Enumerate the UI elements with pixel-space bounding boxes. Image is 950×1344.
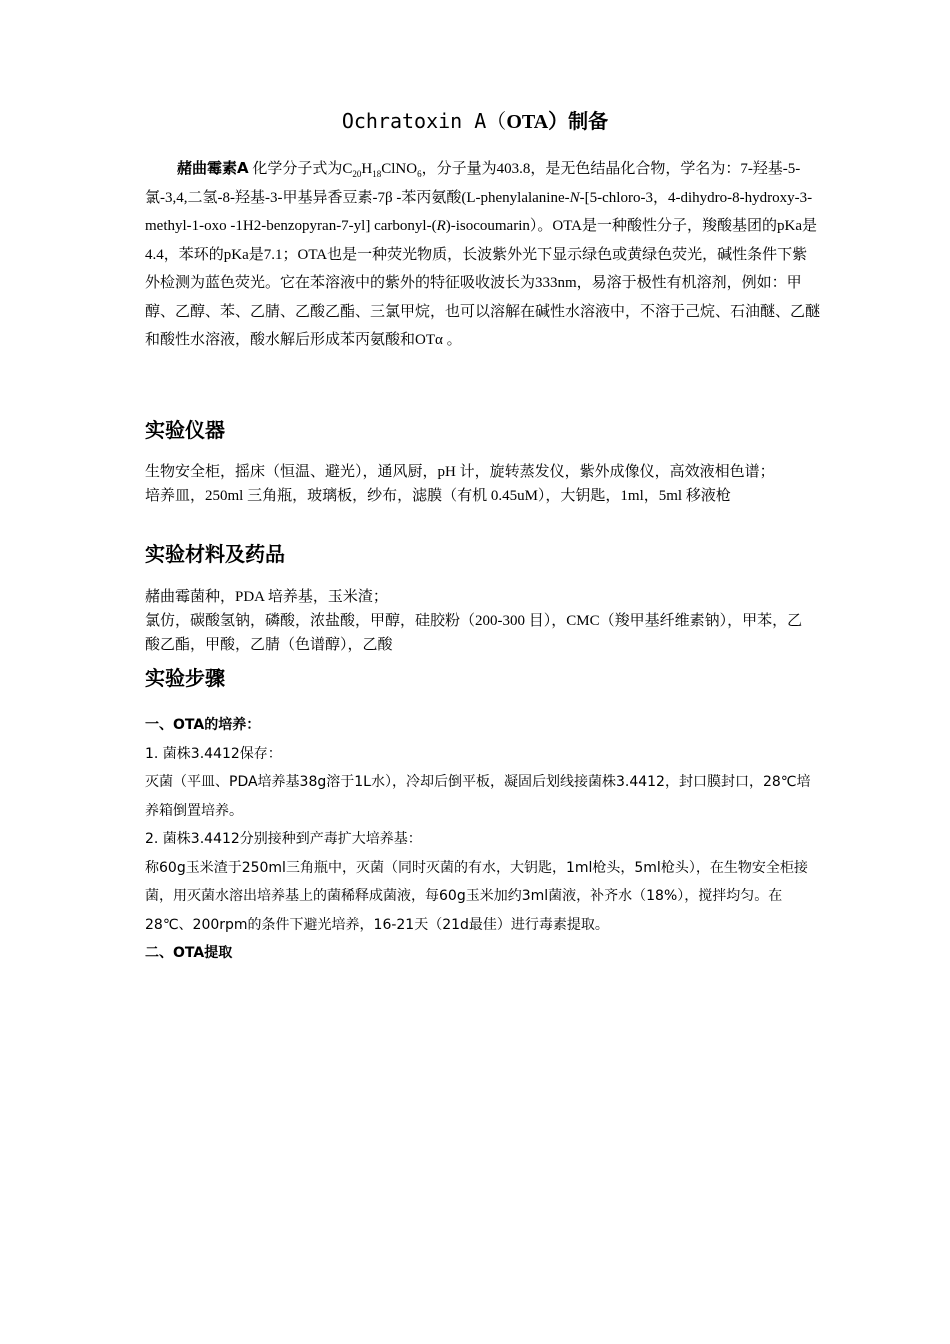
instruments-line-1: 生物安全柜，摇床（恒温、避光），通风厨，pH 计，旋转蒸发仪，紫外成像仪，高效液相色谱；	[145, 464, 775, 480]
step-1-text: 灭菌（平皿、PDA培养基38g溶于1L水），冷却后倒平板，凝固后划线接菌株3.4412，封口膜封口，28℃培养箱倒置培养。	[145, 774, 811, 819]
section-extraction-heading: 二、OTA提取	[145, 945, 233, 961]
intro-lead: 赭曲霉素A	[177, 159, 249, 177]
title-prefix: Ochratoxin A（	[341, 109, 507, 133]
formula-clno: ClNO	[381, 161, 418, 177]
section-culture-heading: 一、OTA的培养：	[145, 717, 261, 733]
title-ota: OTA	[506, 111, 549, 133]
formula-h: H	[361, 161, 373, 177]
procedure-heading: 实验步骤	[145, 666, 225, 690]
step-1-title: 1. 菌株3.4412保存：	[145, 745, 282, 762]
materials-heading: 实验材料及药品	[145, 542, 285, 566]
materials-list	[145, 585, 815, 657]
formula-sub-h: 18	[372, 169, 382, 179]
procedure-content	[145, 711, 821, 968]
intro-text-3: )-isocoumarin）。OTA是一种酸性分子，羧酸基团的pKa是4.4，苯环的pKa是7.1；OTA也是一种荧光物质，长波紫外光下显示绿色或黄绿色荧光，碱性条件下紫外检测为蓝色荧光。它在苯溶液中的紫外的特征吸收波长为333nm，易溶于极性有机溶剂，例如：甲醇、乙醇、苯、乙腈、乙酸乙酯、三氯甲烷，也可以溶解在碱性水溶液中，不溶于己烷、石油醚、乙醚和酸性水溶液，酸水解后形成苯丙氨酸和OTα 。	[145, 218, 821, 348]
materials-line-1: 赭曲霉菌种，PDA 培养基，玉米渣；	[145, 589, 388, 605]
materials-line-2: 氯仿，碳酸氢钠，磷酸，浓盐酸，甲醇，硅胶粉（200-300 目），CMC（羧甲基纤维素钠），甲苯，乙酸乙酯，甲酸，乙腈（色谱醇），乙酸	[145, 613, 803, 653]
intro-text-1: ，分子量为403.8，是无色结晶化合物，学名为：7-羟基-5-氯-3,4,二氢-8-羟基-3-甲基异香豆素-7β -苯丙氨酸(L-phenylalanine-	[145, 161, 801, 206]
intro-r-italic: R	[436, 218, 446, 234]
instruments-heading: 实验仪器	[145, 418, 225, 442]
step-2-text: 称60g玉米渣于250ml三角瓶中，灭菌（同时灭菌的有水，大钥匙，1ml枪头，5ml枪头），在生物安全柜接菌，用灭菌水溶出培养基上的菌稀释成菌液，每60g玉米加约3ml菌液，补齐水（18%），搅拌均匀。在28℃、200rpm的条件下避光培养，16-21天（21d最佳）进行毒素提取。	[145, 859, 808, 933]
formula-sub-c: 20	[352, 169, 362, 179]
intro-paragraph	[145, 154, 821, 355]
instruments-line-2: 培养皿，250ml 三角瓶，玻璃板，纱布，滤膜（有机 0.45uM），大钥匙，1ml，5ml 移液枪	[145, 488, 731, 504]
intro-n-italic: N	[569, 189, 580, 206]
intro-text-2: -[5-chloro-3，4-dihydro-8-hydroxy-3-methyl-1-oxo -1H2-benzopyran-7-yl] carbonyl-(	[145, 189, 813, 234]
title-suffix: ）制备	[548, 109, 609, 133]
step-2-title: 2. 菌株3.4412分别接种到产毒扩大培养基：	[145, 831, 422, 847]
instruments-list	[145, 460, 815, 508]
intro-formula-pre: 化学分子式为C	[248, 161, 353, 177]
formula-sub-o: 6	[417, 169, 422, 179]
page-title	[0, 106, 950, 137]
